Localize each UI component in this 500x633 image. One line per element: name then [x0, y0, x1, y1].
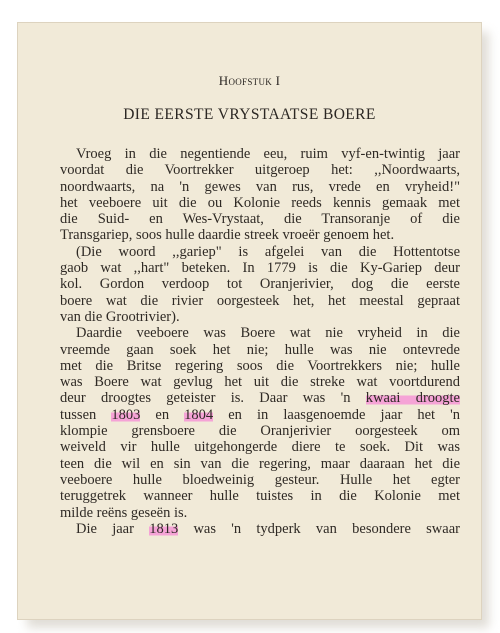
highlighted-text: kwaai droogte: [365, 390, 460, 407]
text-segment: en: [140, 406, 185, 423]
text-line: voordat die Voortrekker uitgeroep het: ,,Noordwaarts,: [60, 162, 460, 179]
text-segment: tussen: [60, 406, 112, 423]
highlighted-text: 1803: [111, 406, 141, 423]
text-line: teruggetrek wanneer hulle tuistes in die Kolonie met: [60, 488, 460, 505]
text-line: Vroeg in die negentiende eeu, ruim vyf-en-twintig jaar: [76, 146, 460, 162]
text-line: weiveld vir hulle uitgehongerde diere te soek. Dit was: [60, 439, 460, 456]
text-line: Daardie veeboere was Boere wat nie vryheid in die: [76, 325, 460, 342]
chapter-title: DIE EERSTE VRYSTAATSE BOERE: [123, 106, 376, 123]
text-line: het veeboere uit die ou Kolonie reeds kennis gemaak met: [60, 194, 460, 211]
highlighted-text: 1804: [184, 406, 214, 423]
chapter-heading: Hoofstuk I: [218, 73, 281, 88]
text-line: boere wat die rivier oorgesteek het, het meestal gepraat: [60, 292, 460, 309]
text-line: was Boere wat gevlug het uit die streke wat voortdurend: [60, 374, 460, 391]
text-line: vreemde gaan soek het nie; hulle was nie ontevrede: [60, 341, 460, 358]
text-segment: deur droogtes geteister is. Daar was 'n: [60, 390, 366, 407]
text-line: met die Britse regering soos die Voortrekkers nie; hulle: [60, 357, 460, 374]
text-line: van die Grootrivier).: [60, 308, 180, 325]
text-line: [60, 521, 460, 537]
text-line: klompie grensboere die Oranjerivier oorgesteek om: [60, 423, 460, 440]
text-segment: en in laasgenoemde jaar het 'n: [213, 406, 460, 423]
text-line: teen die wil en sin van die regering, maar daaraan het die: [60, 455, 460, 472]
text-line: milde reëns geseën is.: [60, 504, 188, 521]
text-line: [60, 407, 460, 423]
text-line: veeboere hulle bloedweinig gesteur. Hulle het egter: [60, 471, 460, 488]
text-line: kol. Gordon verdoop tot Oranjerivier, dog die eerste: [60, 276, 460, 293]
text-line: Transgariep, soos hulle daardie streek vroeër genoem het.: [60, 227, 395, 244]
highlighted-text: 1813: [149, 520, 179, 537]
text-line: die Suid- en Wes-Vrystaat, die Transoranje of die: [60, 211, 460, 228]
text-line: noordwaarts, na 'n gewes van rus, vrede en vryheid!": [60, 178, 460, 195]
body-text: [60, 146, 460, 537]
text-line: gaob wat ,,hart" beteken. In 1779 is die Ky-Gariep deur: [60, 260, 460, 277]
text-line: (Die woord ,,gariep" is afgelei van die Hottentotse: [76, 243, 460, 260]
text-segment: Die jaar: [76, 520, 150, 537]
text-line: [60, 390, 460, 406]
book-page: [17, 22, 482, 620]
text-segment: was 'n tydperk van besondere swaar: [178, 520, 460, 537]
